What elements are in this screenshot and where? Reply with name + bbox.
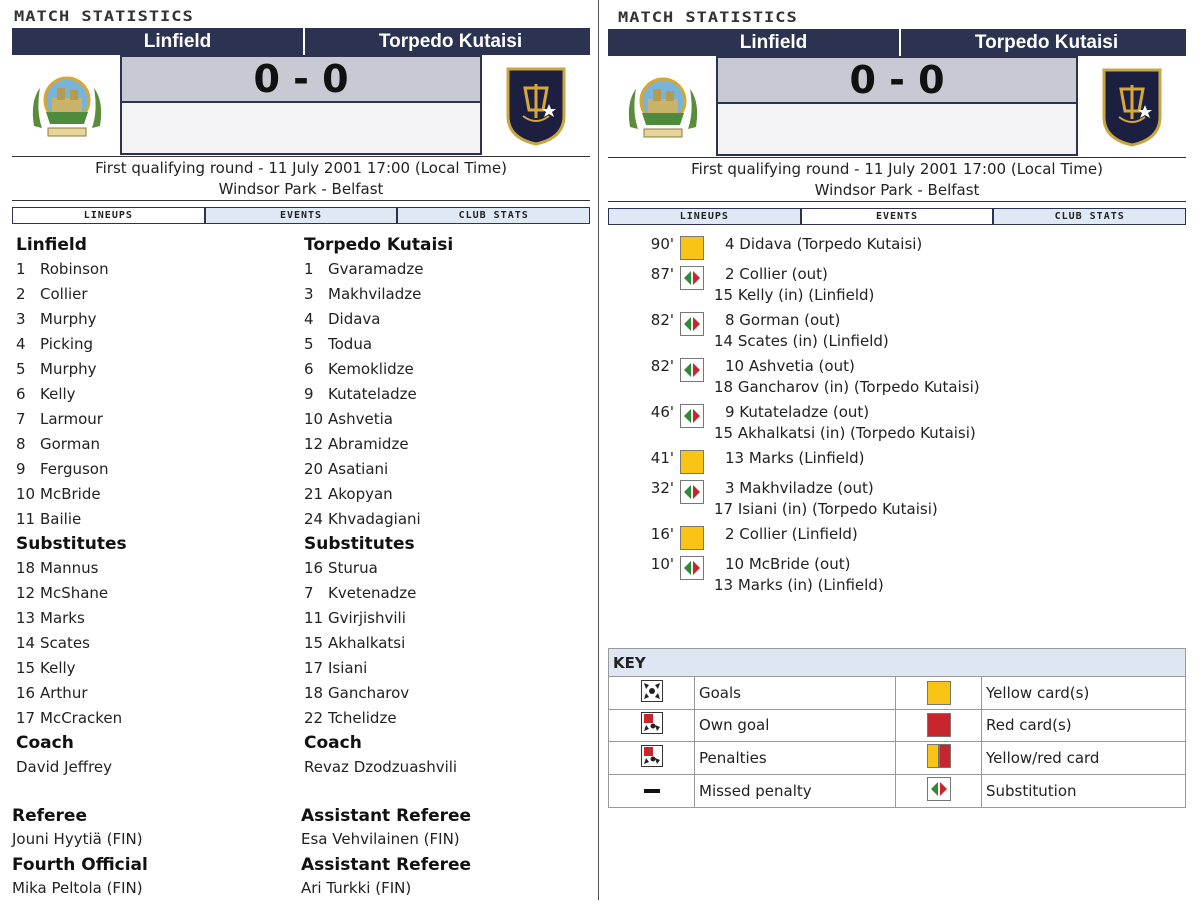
event-detail-secondary: 15 Kelly (in) (Linfield): [714, 286, 875, 304]
stats-tabs: [608, 208, 1186, 225]
event-detail: 2 Collier (out): [725, 265, 828, 283]
home-starters-list: [16, 257, 286, 532]
substitution-icon: [680, 368, 704, 386]
home-lineup-heading: Linfield: [16, 235, 87, 255]
event-row[interactable]: [608, 232, 1198, 262]
player-number: 6: [304, 360, 314, 378]
info-divider: [608, 201, 1186, 202]
team-name-bar: [12, 28, 590, 55]
home-sub-row[interactable]: [16, 681, 286, 706]
key-rows: [609, 677, 1185, 807]
player-number: 15: [304, 634, 324, 652]
key-icon-cell: [896, 677, 982, 709]
tab-events[interactable]: EVENTS: [801, 208, 994, 224]
player-number: 24: [304, 510, 324, 528]
event-minute: 82': [650, 311, 674, 329]
away-player-row[interactable]: [304, 457, 584, 482]
match-venue: Windsor Park - Belfast: [218, 180, 384, 198]
away-lineup-heading: Torpedo Kutaisi: [304, 235, 454, 255]
yellow-red-card-icon: [927, 744, 951, 772]
score-detail-box: [120, 103, 482, 155]
panel-title: MATCH STATISTICS: [618, 9, 798, 26]
score-display: 0 - 0: [716, 56, 1078, 104]
away-team-name[interactable]: Torpedo Kutaisi: [378, 30, 523, 52]
event-minute: 10': [650, 555, 674, 573]
assistant-referee-1-name: Esa Vehvilainen (FIN): [301, 830, 460, 848]
player-number: 10: [304, 410, 324, 428]
substitution-icon: [680, 566, 704, 584]
penalty-icon: [641, 745, 663, 771]
event-icon-wrap: [680, 404, 704, 432]
key-icon-cell: [896, 775, 982, 808]
referee-heading: Referee: [12, 806, 87, 826]
linfield-crest-icon: [622, 67, 704, 147]
score-display: 0 - 0: [120, 55, 482, 103]
event-detail-secondary: 14 Scates (in) (Linfield): [714, 332, 889, 350]
substitution-icon: [680, 490, 704, 508]
player-number: 1: [304, 260, 314, 278]
player-number: 16: [304, 559, 324, 577]
event-detail: 9 Kutateladze (out): [725, 403, 870, 421]
event-row[interactable]: [608, 552, 1198, 598]
home-player-row[interactable]: [16, 457, 286, 482]
player-name: Ferguson: [40, 460, 109, 478]
away-player-row[interactable]: [304, 407, 584, 432]
team-name-bar: [608, 29, 1186, 56]
match-round-date: First qualifying round - 11 July 2001 17:00 (Local Time): [691, 160, 1103, 178]
key-label: Penalties: [695, 742, 896, 774]
event-detail: 2 Collier (Linfield): [725, 525, 858, 543]
away-player-row[interactable]: [304, 382, 584, 407]
player-number: 15: [16, 659, 36, 677]
event-detail: 3 Makhviladze (out): [725, 479, 874, 497]
key-label: Own goal: [695, 710, 896, 742]
away-player-row[interactable]: [304, 332, 584, 357]
event-detail-secondary: 18 Gancharov (in) (Torpedo Kutaisi): [714, 378, 980, 396]
home-sub-row[interactable]: [16, 606, 286, 631]
player-name: Scates: [40, 634, 90, 652]
away-player-row[interactable]: [304, 257, 584, 282]
player-number: 16: [16, 684, 36, 702]
away-sub-row[interactable]: [304, 681, 584, 706]
home-sub-row[interactable]: [16, 556, 286, 581]
red-card-icon: [927, 713, 951, 737]
player-name: Gorman: [40, 435, 101, 453]
player-number: 11: [304, 609, 324, 627]
player-name: Kelly: [40, 659, 76, 677]
event-row[interactable]: [608, 400, 1198, 446]
player-number: 21: [304, 485, 324, 503]
home-player-row[interactable]: [16, 332, 286, 357]
event-row[interactable]: [608, 262, 1198, 308]
home-sub-row[interactable]: [16, 656, 286, 681]
referee-block: [12, 805, 292, 899]
assistant-referee-2-name: Ari Turkki (FIN): [301, 879, 412, 897]
home-lineup: [16, 233, 286, 780]
player-name: Isiani: [328, 659, 368, 677]
player-name: Ashvetia: [328, 410, 393, 428]
key-icon-cell: [609, 710, 695, 742]
yellow-card-icon: [680, 526, 704, 550]
away-sub-row[interactable]: [304, 606, 584, 631]
key-legend: [608, 648, 1186, 808]
goal-icon: [641, 680, 663, 706]
event-icon-wrap: [680, 526, 704, 554]
home-subs-heading: Substitutes: [16, 534, 127, 554]
player-name: Akopyan: [328, 485, 393, 503]
yellow-card-icon: [927, 681, 951, 705]
player-number: 18: [16, 559, 36, 577]
stats-tabs: [12, 207, 590, 224]
substitution-icon: [927, 777, 951, 805]
own-goal-icon: [641, 712, 663, 738]
assistant-referee-2-heading: Assistant Referee: [301, 855, 472, 875]
player-number: 12: [304, 435, 324, 453]
fourth-official-name: Mika Peltola (FIN): [12, 879, 143, 897]
away-starters-list: [304, 257, 584, 532]
key-label: Yellow/red card: [986, 748, 1100, 767]
player-name: Collier: [40, 285, 88, 303]
away-lineup: [304, 233, 584, 780]
player-name: Bailie: [40, 510, 82, 528]
away-player-row[interactable]: [304, 482, 584, 507]
player-name: McShane: [40, 584, 109, 602]
player-number: 14: [16, 634, 36, 652]
event-detail-secondary: 13 Marks (in) (Linfield): [714, 576, 884, 594]
player-number: 18: [304, 684, 324, 702]
event-minute: 16': [650, 525, 674, 543]
player-number: 3: [16, 310, 26, 328]
lineups-panel: [0, 0, 590, 906]
events-panel: [608, 0, 1198, 906]
player-number: 2: [16, 285, 26, 303]
home-player-row[interactable]: [16, 432, 286, 457]
player-name: Khvadagiani: [328, 510, 421, 528]
event-minute: 82': [650, 357, 674, 375]
away-subs-list: [304, 556, 584, 731]
missed-penalty-icon: [641, 782, 663, 800]
event-icon-wrap: [680, 556, 704, 584]
player-name: Murphy: [40, 360, 97, 378]
player-name: Makhviladze: [328, 285, 422, 303]
torpedo-kutaisi-crest-icon: [1101, 67, 1163, 147]
player-number: 20: [304, 460, 324, 478]
player-number: 9: [16, 460, 26, 478]
player-number: 22: [304, 709, 324, 727]
player-name: Larmour: [40, 410, 103, 428]
event-detail: 10 Ashvetia (out): [725, 357, 855, 375]
player-number: 5: [16, 360, 26, 378]
referee-name: Jouni Hyytiä (FIN): [12, 830, 143, 848]
tab-events[interactable]: EVENTS: [205, 207, 398, 223]
assistant-referee-1-heading: Assistant Referee: [301, 806, 472, 826]
event-minute: 87': [650, 265, 674, 283]
player-number: 8: [16, 435, 26, 453]
away-team-name[interactable]: Torpedo Kutaisi: [974, 31, 1119, 53]
yellow-card-icon: [680, 236, 704, 260]
home-club-crest[interactable]: [608, 58, 718, 156]
match-round-date: First qualifying round - 11 July 2001 17:00 (Local Time): [95, 159, 507, 177]
event-minute: 46': [650, 403, 674, 421]
player-name: Sturua: [328, 559, 378, 577]
event-detail: 13 Marks (Linfield): [725, 449, 865, 467]
key-label: Missed penalty: [695, 775, 896, 808]
key-icon-cell: [609, 742, 695, 774]
player-name: Kvetenadze: [328, 584, 417, 602]
tab-club-stats[interactable]: CLUB STATS: [993, 208, 1186, 224]
home-club-crest[interactable]: [12, 57, 122, 155]
event-icon-wrap: [680, 480, 704, 508]
key-icon-cell: [609, 775, 695, 808]
home-player-row[interactable]: [16, 282, 286, 307]
event-row[interactable]: [608, 522, 1198, 552]
torpedo-kutaisi-crest-icon: [505, 66, 567, 146]
player-name: Akhalkatsi: [328, 634, 406, 652]
match-venue: Windsor Park - Belfast: [814, 181, 980, 199]
substitution-icon: [680, 322, 704, 340]
player-number: 7: [304, 584, 314, 602]
header-divider: [12, 156, 590, 157]
away-player-row[interactable]: [304, 432, 584, 457]
linfield-crest-icon: [26, 66, 108, 146]
player-number: 6: [16, 385, 26, 403]
event-icon-wrap: [680, 450, 704, 478]
event-detail-secondary: 15 Akhalkatsi (in) (Torpedo Kutaisi): [714, 424, 976, 442]
home-player-row[interactable]: [16, 507, 286, 532]
event-icon-wrap: [680, 312, 704, 340]
player-name: McCracken: [40, 709, 123, 727]
home-team-name[interactable]: Linfield: [608, 29, 901, 56]
away-coach-name: Revaz Dzodzuashvili: [304, 758, 458, 776]
away-player-row[interactable]: [304, 357, 584, 382]
home-player-row[interactable]: [16, 307, 286, 332]
tab-lineups[interactable]: LINEUPS: [12, 207, 205, 223]
player-name: Abramidze: [328, 435, 409, 453]
player-name: Todua: [328, 335, 373, 353]
away-sub-row[interactable]: [304, 656, 584, 681]
player-name: Gancharov: [328, 684, 410, 702]
player-number: 3: [304, 285, 314, 303]
player-name: Arthur: [40, 684, 88, 702]
away-coach-heading: Coach: [304, 733, 362, 753]
key-label: Yellow card(s): [986, 683, 1090, 702]
panel-title: MATCH STATISTICS: [14, 8, 194, 25]
away-player-row[interactable]: [304, 507, 584, 532]
away-sub-row[interactable]: [304, 581, 584, 606]
home-player-row[interactable]: [16, 482, 286, 507]
player-number: 7: [16, 410, 26, 428]
player-number: 17: [16, 709, 36, 727]
home-coach-name: David Jeffrey: [16, 758, 113, 776]
event-detail-secondary: 17 Isiani (in) (Torpedo Kutaisi): [714, 500, 938, 518]
player-number: 11: [16, 510, 36, 528]
player-number: 12: [16, 584, 36, 602]
key-heading: KEY: [609, 649, 1185, 677]
event-detail: 10 McBride (out): [725, 555, 851, 573]
substitution-icon: [680, 414, 704, 432]
home-player-row[interactable]: [16, 357, 286, 382]
player-name: Kelly: [40, 385, 76, 403]
player-name: Tchelidze: [328, 709, 397, 727]
home-player-row[interactable]: [16, 257, 286, 282]
away-subs-heading: Substitutes: [304, 534, 415, 554]
event-minute: 90': [650, 235, 674, 253]
away-player-row[interactable]: [304, 282, 584, 307]
key-icon-cell: [896, 710, 982, 742]
home-sub-row[interactable]: [16, 706, 286, 731]
tab-lineups[interactable]: LINEUPS: [608, 208, 801, 224]
player-number: 13: [16, 609, 36, 627]
player-name: Gvaramadze: [328, 260, 424, 278]
event-icon-wrap: [680, 266, 704, 294]
key-row: [609, 677, 1185, 710]
home-team-name[interactable]: Linfield: [12, 28, 305, 55]
away-club-crest[interactable]: [1076, 58, 1186, 156]
player-name: Murphy: [40, 310, 97, 328]
key-label: Red card(s): [986, 716, 1072, 735]
player-number: 10: [16, 485, 36, 503]
key-icon-cell: [609, 677, 695, 709]
event-row[interactable]: [608, 476, 1198, 522]
home-coach-heading: Coach: [16, 733, 74, 753]
home-sub-row[interactable]: [16, 631, 286, 656]
event-row[interactable]: [608, 308, 1198, 354]
event-minute: 32': [650, 479, 674, 497]
player-number: 4: [304, 310, 314, 328]
away-sub-row[interactable]: [304, 556, 584, 581]
info-divider: [12, 200, 590, 201]
event-detail: 4 Didava (Torpedo Kutaisi): [725, 235, 923, 253]
key-icon-cell: [896, 742, 982, 774]
player-name: Gvirjishvili: [328, 609, 406, 627]
player-name: McBride: [40, 485, 101, 503]
panel-divider: [598, 0, 599, 900]
player-name: Didava: [328, 310, 381, 328]
key-label: Goals: [695, 677, 896, 709]
player-name: Mannus: [40, 559, 99, 577]
tab-club-stats[interactable]: CLUB STATS: [397, 207, 590, 223]
event-icon-wrap: [680, 358, 704, 386]
player-name: Kemoklidze: [328, 360, 414, 378]
player-number: 1: [16, 260, 26, 278]
home-subs-list: [16, 556, 286, 731]
player-number: 4: [16, 335, 26, 353]
player-number: 17: [304, 659, 324, 677]
assistant-referees-block: [301, 805, 586, 899]
player-name: Robinson: [40, 260, 109, 278]
header-divider: [608, 157, 1186, 158]
player-number: 9: [304, 385, 314, 403]
away-club-crest[interactable]: [480, 57, 590, 155]
player-number: 5: [304, 335, 314, 353]
player-name: Kutateladze: [328, 385, 417, 403]
player-name: Marks: [40, 609, 85, 627]
key-row: [609, 710, 1185, 743]
player-name: Asatiani: [328, 460, 389, 478]
key-row: [609, 742, 1185, 775]
key-row: [609, 775, 1185, 808]
key-label: Substitution: [986, 781, 1077, 800]
home-sub-row[interactable]: [16, 581, 286, 606]
away-sub-row[interactable]: [304, 631, 584, 656]
yellow-card-icon: [680, 450, 704, 474]
away-player-row[interactable]: [304, 307, 584, 332]
event-icon-wrap: [680, 236, 704, 264]
home-player-row[interactable]: [16, 382, 286, 407]
event-row[interactable]: [608, 446, 1198, 476]
substitution-icon: [680, 276, 704, 294]
player-name: Picking: [40, 335, 94, 353]
event-detail: 8 Gorman (out): [725, 311, 841, 329]
score-detail-box: [716, 104, 1078, 156]
event-minute: 41': [650, 449, 674, 467]
away-sub-row[interactable]: [304, 706, 584, 731]
fourth-official-heading: Fourth Official: [12, 855, 148, 875]
home-player-row[interactable]: [16, 407, 286, 432]
event-row[interactable]: [608, 354, 1198, 400]
